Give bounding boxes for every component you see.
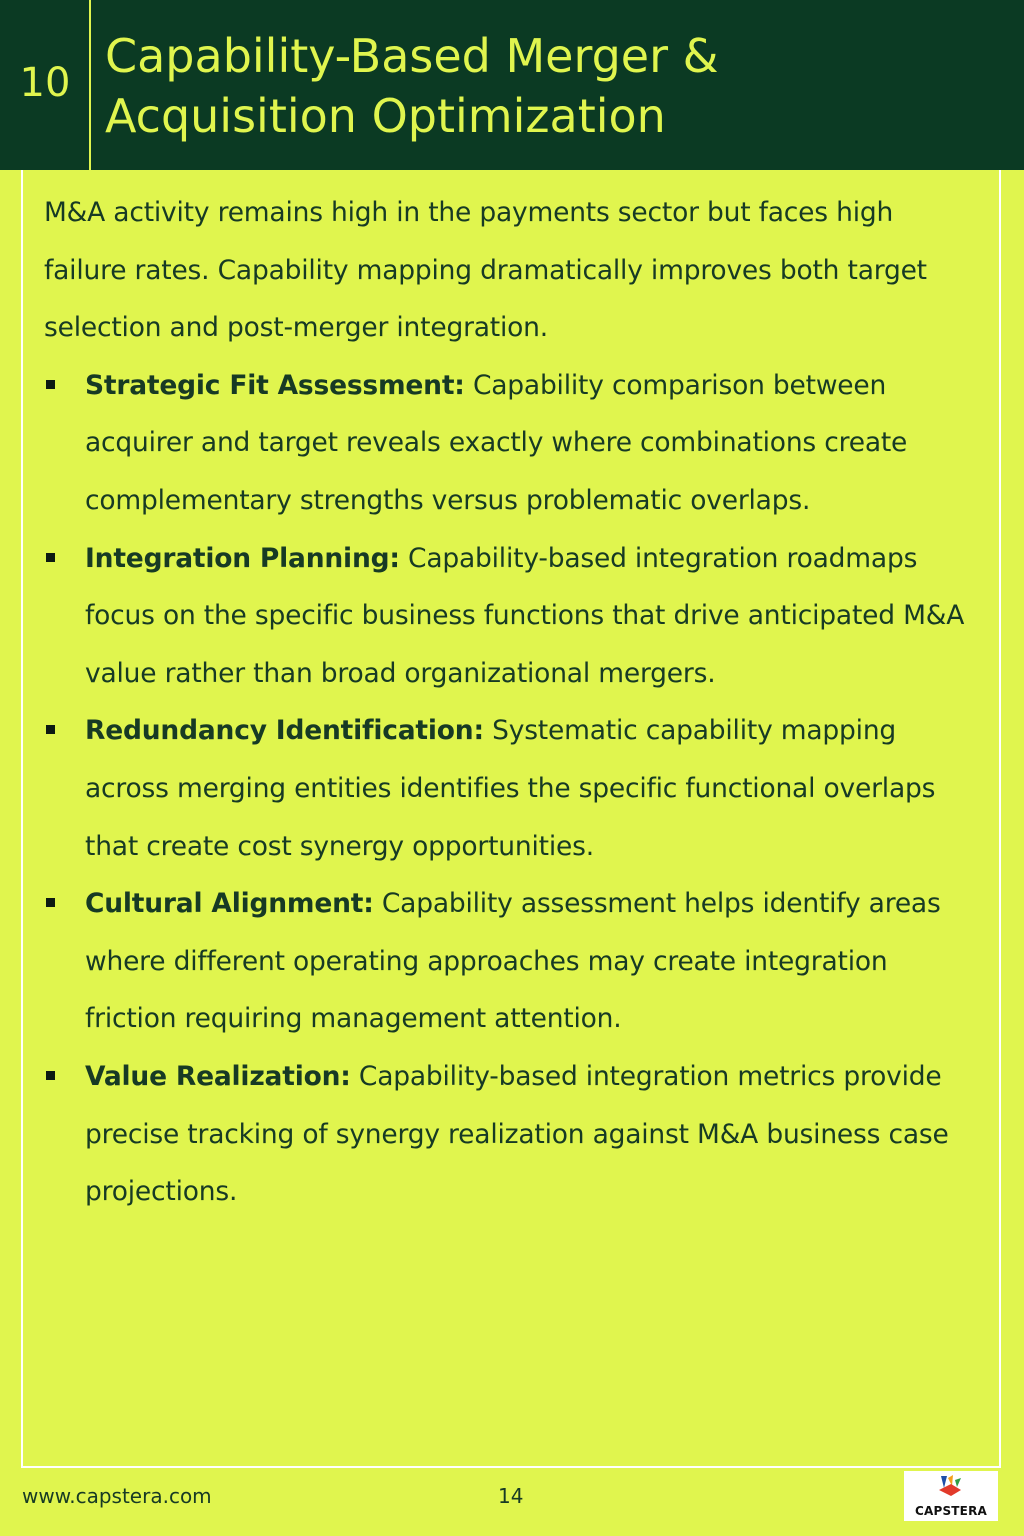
square-bullet-icon: [46, 725, 55, 734]
square-bullet-icon: [46, 380, 55, 389]
bullet-text: Capability comparison between acquirer and target reveals exactly where combinations create complementary strengths versus problematic overlaps.: [85, 369, 908, 516]
intro-paragraph: M&A activity remains high in the payments sector but faces high failure rates. Capability mapping dramatically improves both target selection and post-merger integration.: [44, 197, 927, 344]
bullet-item: [44, 357, 974, 530]
title-line-1: Capability-Based Merger &: [105, 29, 719, 83]
logo-text: CAPSTERA: [914, 1504, 988, 1518]
bullet-item: [44, 1048, 974, 1221]
bullet-title: Strategic Fit Assessment:: [85, 369, 465, 401]
bullet-text: Capability-based integration roadmaps focus on the specific business functions that drive anticipated M&A value rather than broad organizational mergers.: [85, 542, 965, 689]
bullet-title: Integration Planning:: [85, 542, 400, 574]
bullet-title: Value Realization:: [85, 1060, 351, 1092]
footer-url-link[interactable]: www.capstera.com: [22, 1484, 212, 1508]
square-bullet-icon: [46, 553, 55, 562]
content-body: [44, 184, 974, 1221]
square-bullet-icon: [46, 898, 55, 907]
bullet-text: Capability assessment helps identify areas where different operating approaches may create integration friction requiring management attention.: [85, 888, 941, 1035]
page-number: 14: [498, 1484, 524, 1508]
bullet-item: [44, 530, 974, 703]
section-number: 10: [19, 60, 71, 106]
bullet-item: [44, 702, 974, 875]
square-bullet-icon: [46, 1071, 55, 1080]
bullet-text: Systematic capability mapping across merging entities identifies the specific functional overlaps that create cost synergy opportunities.: [85, 715, 936, 862]
title-line-2: Acquisition Optimization: [105, 89, 666, 143]
page-title: [105, 26, 1005, 146]
bullet-list: [44, 357, 974, 1221]
header-divider: [89, 0, 91, 170]
header-bar: [0, 0, 1024, 170]
capstera-logo: [904, 1471, 998, 1521]
bullet-item: [44, 875, 974, 1048]
capstera-logo-icon: [937, 1474, 965, 1500]
bullet-text: Capability-based integration metrics provide precise tracking of synergy realization against M&A business case projections.: [85, 1060, 949, 1208]
bullet-title: Redundancy Identification:: [85, 715, 484, 747]
bullet-title: Cultural Alignment:: [85, 888, 374, 920]
